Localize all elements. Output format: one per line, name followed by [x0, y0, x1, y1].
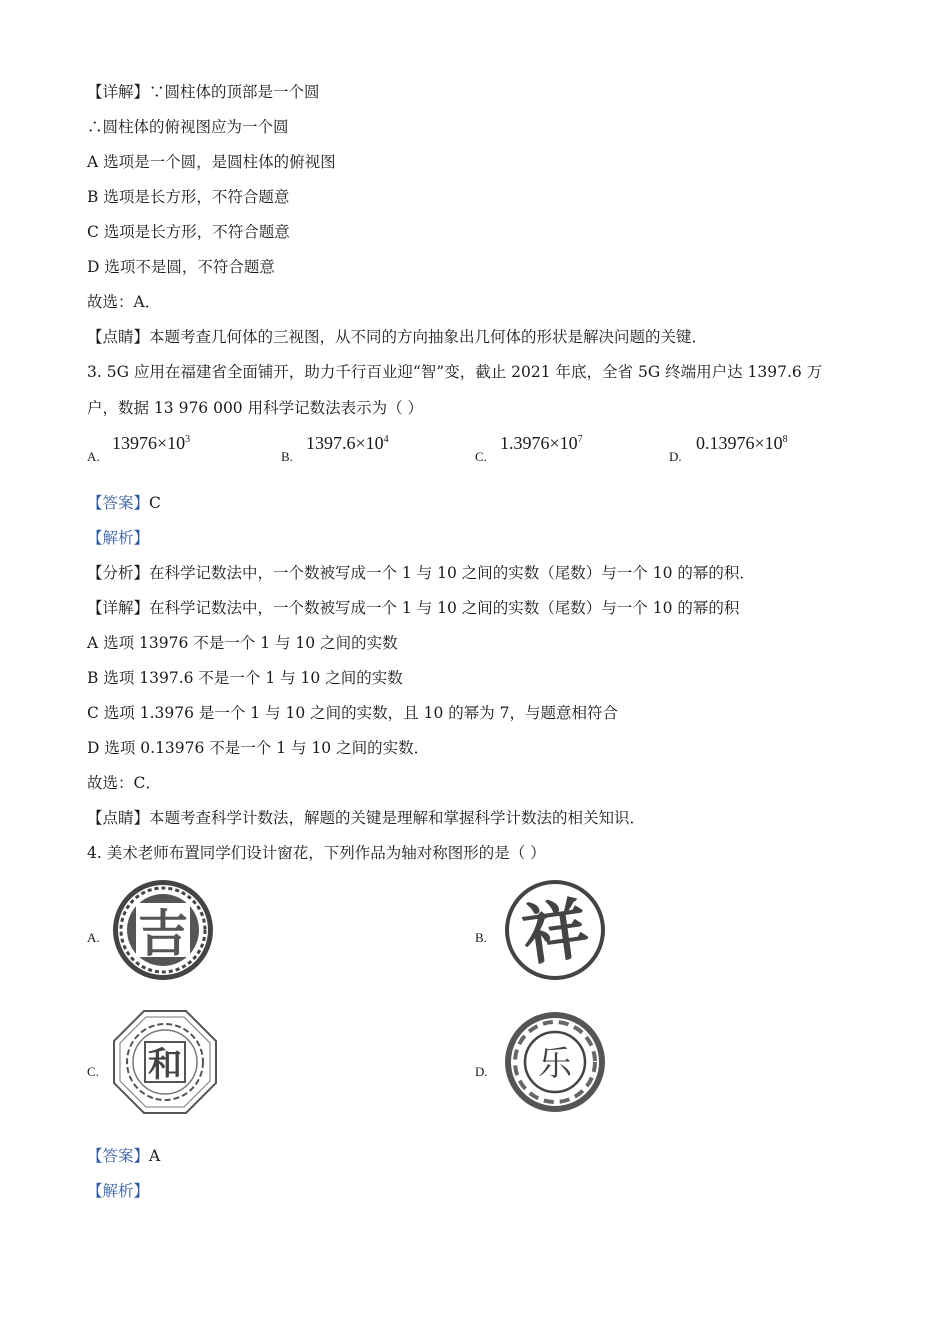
- explain-line-7: 故选：A．: [87, 293, 161, 311]
- q4-option-c-label: C.: [87, 1064, 99, 1079]
- q4-question: 4. 美术老师布置同学们设计窗花，下列作品为轴对称图形的是（ ）: [87, 844, 546, 862]
- q3-option-a-value: $13976\times 10^3$: [112, 433, 191, 453]
- q3-answer: 【答案】C: [87, 494, 161, 512]
- explain-line-2: ∴圆柱体的俯视图应为一个圆: [87, 118, 289, 136]
- explain-line-5: C 选项是长方形，不符合题意: [87, 223, 290, 241]
- q3-analysis-line-5: C 选项 1.3976 是一个 1 与 10 之间的实数，且 10 的幂为 7，与题意相符合: [87, 704, 619, 722]
- xiang-char: 祥: [517, 888, 594, 976]
- explain-line-6: D 选项不是圆，不符合题意: [87, 258, 275, 276]
- q3-option-d-value: $0.13976\times 10^8$: [696, 433, 788, 453]
- q3-analysis-line-6: D 选项 0.13976 不是一个 1 与 10 之间的实数．: [87, 739, 430, 757]
- explain-line-3: A 选项是一个圆，是圆柱体的俯视图: [87, 153, 336, 171]
- q3-analysis-tag: 【解析】: [87, 529, 150, 547]
- explain-line-1: 【详解】∵圆柱体的顶部是一个圆: [87, 83, 320, 101]
- window-flower-he-emblem: [112, 1009, 218, 1115]
- he-char: 和: [148, 1045, 182, 1085]
- q3-analysis-line-7: 故选：C．: [87, 774, 161, 792]
- explain-line-8: 【点睛】本题考查几何体的三视图，从不同的方向抽象出几何体的形状是解决问题的关键．: [87, 328, 708, 346]
- q3-option-b-label: B.: [281, 449, 293, 464]
- ji-char: 吉: [138, 905, 188, 963]
- q4-option-d-label: D.: [475, 1064, 488, 1079]
- q3-analysis-line-3: A 选项 13976 不是一个 1 与 10 之间的实数: [87, 634, 398, 652]
- q4-option-b-label: B.: [475, 930, 487, 945]
- q3-analysis-line-8: 【点睛】本题考查科学计数法，解题的关键是理解和掌握科学计数法的相关知识．: [87, 809, 646, 827]
- q3-analysis-line-1: 【分析】在科学记数法中，一个数被写成一个 1 与 10 之间的实数（尾数）与一个 10 的幂的积．: [87, 564, 755, 582]
- explain-line-4: B 选项是长方形，不符合题意: [87, 188, 290, 206]
- q4-analysis-tag: 【解析】: [87, 1182, 150, 1200]
- q3-option-c-label: C.: [475, 449, 487, 464]
- q3-line-1: 3. 5G 应用在福建省全面铺开，助力千行百业迎“智”变，截止 2021 年底，全省 5G 终端用户达 1397.6 万: [87, 363, 823, 381]
- q3-option-b-value: $1397.6\times 10^4$: [306, 433, 389, 453]
- window-flower-xiang-emblem: [502, 877, 608, 983]
- q4-answer: 【答案】A: [87, 1147, 161, 1165]
- q3-line-2: 户，数据 13 976 000 用科学记数法表示为（ ）: [87, 399, 424, 417]
- q3-analysis-line-4: B 选项 1397.6 不是一个 1 与 10 之间的实数: [87, 669, 403, 687]
- q3-option-a-label: A.: [87, 449, 100, 464]
- window-flower-le-emblem: [502, 1009, 608, 1115]
- q3-option-d-label: D.: [669, 449, 682, 464]
- q3-option-c-value: $1.3976\times 10^7$: [500, 433, 583, 453]
- q4-option-a-label: A.: [87, 930, 100, 945]
- le-char: 乐: [538, 1044, 572, 1084]
- window-flower-ji-emblem: [110, 877, 216, 983]
- q3-analysis-line-2: 【详解】在科学记数法中，一个数被写成一个 1 与 10 之间的实数（尾数）与一个 10 的幂的积: [87, 599, 740, 617]
